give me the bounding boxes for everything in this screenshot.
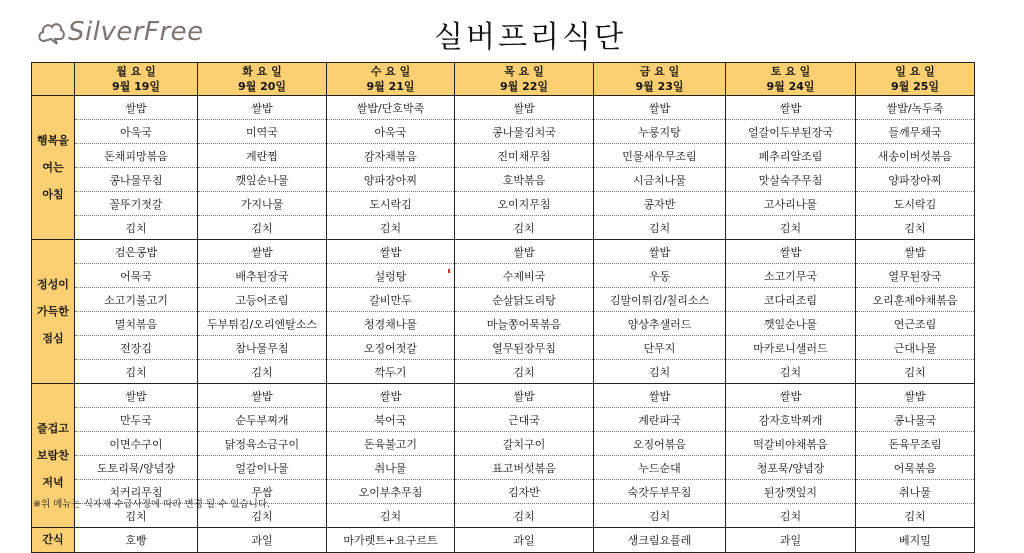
logo <box>36 12 204 52</box>
menu-item: 콩자반 <box>594 192 726 216</box>
day-date: 9월 23일 <box>635 80 684 93</box>
menu-item: 콩나물무침 <box>75 168 198 192</box>
meal-label <box>32 96 75 240</box>
day-name: 토 요 일 <box>770 65 811 78</box>
menu-item: 쌀밥 <box>726 384 856 408</box>
menu-item: 쌀밥 <box>198 240 327 264</box>
menu-item: 배추된장국 <box>198 264 327 288</box>
day-name: 수 요 일 <box>370 65 411 78</box>
menu-item: 쌀밥 <box>726 96 856 120</box>
menu-item: 우동 <box>594 264 726 288</box>
menu-item: 돈채피망볶음 <box>75 144 198 168</box>
menu-item: 김치 <box>726 216 856 240</box>
day-name: 화 요 일 <box>242 65 282 78</box>
menu-item: 깻잎순나물 <box>726 312 856 336</box>
table-row <box>32 264 975 288</box>
day-name: 목 요 일 <box>504 65 544 78</box>
menu-item: 김치 <box>594 360 726 384</box>
menu-item: 치커리무침 <box>75 480 198 504</box>
menu-table <box>31 62 975 553</box>
menu-item: 깍두기 <box>327 360 455 384</box>
menu-item: 얼갈이두부된장국 <box>726 120 856 144</box>
menu-item: 시금치나물 <box>594 168 726 192</box>
meal-label-line: 즐겁고 <box>37 422 69 435</box>
menu-item: 도토리묵/양념장 <box>75 456 198 480</box>
snack-item: 생크림요플레 <box>594 528 726 553</box>
menu-item: 취나물 <box>856 480 975 504</box>
menu-item: 청포묵/양념장 <box>726 456 856 480</box>
menu-item: 쌀밥 <box>198 384 327 408</box>
menu-item: 쌀밥 <box>198 96 327 120</box>
menu-item: 돈육무조림 <box>856 432 975 456</box>
meal-label-line: 가득한 <box>37 305 69 318</box>
menu-item: 김치 <box>455 360 594 384</box>
table-row <box>32 408 975 432</box>
menu-item: 김치 <box>856 504 975 528</box>
menu-item: 연근조림 <box>856 312 975 336</box>
footnote: ※위 메뉴는 식자재 수급사정에 따라 변경 될 수 있습니다. <box>33 499 271 510</box>
menu-item: 새송이버섯볶음 <box>856 144 975 168</box>
menu-item: 오리훈제야채볶음 <box>856 288 975 312</box>
menu-item: 김치 <box>75 504 198 528</box>
menu-item: 감자채볶음 <box>327 144 455 168</box>
menu-item: 소고기불고기 <box>75 288 198 312</box>
menu-item: 설렁탕 <box>327 264 455 288</box>
menu-item: 순살닭도리탕 <box>455 288 594 312</box>
menu-item: 쌀밥 <box>327 240 455 264</box>
menu-item: 참나물무침 <box>198 336 327 360</box>
meal-label-line: 아침 <box>42 188 64 201</box>
menu-item: 근대국 <box>455 408 594 432</box>
menu-item: 순두부찌개 <box>198 408 327 432</box>
day-date: 9월 20일 <box>237 80 287 93</box>
menu-item: 표고버섯볶음 <box>455 456 594 480</box>
table-row <box>32 144 975 168</box>
menu-item: 깻잎순나물 <box>198 168 327 192</box>
menu-item: 된장깻잎지 <box>726 480 856 504</box>
day-date: 9월 25일 <box>890 80 940 93</box>
menu-item: 콩나물국 <box>856 408 975 432</box>
menu-item: 쌀밥 <box>856 240 975 264</box>
menu-item: 북어국 <box>327 408 455 432</box>
day-header <box>455 63 594 96</box>
table-row <box>32 120 975 144</box>
menu-item: 쌀밥 <box>594 96 726 120</box>
snack-row <box>32 528 975 553</box>
meal-label-line: 저녁 <box>42 476 64 489</box>
menu-item: 청경채나물 <box>327 312 455 336</box>
table-row <box>32 168 975 192</box>
menu-item: 김치 <box>327 216 455 240</box>
menu-item: 양파장아찌 <box>327 168 455 192</box>
menu-item: 취나물 <box>327 456 455 480</box>
day-name: 월 요 일 <box>116 65 156 78</box>
table-row <box>32 456 975 480</box>
day-header <box>594 63 726 96</box>
menu-item: 민물새우무조림 <box>594 144 726 168</box>
menu-item: 누드순대 <box>594 456 726 480</box>
snack-item: 베지밀 <box>856 528 975 553</box>
day-header <box>726 63 856 96</box>
menu-item: 김치 <box>726 360 856 384</box>
menu-item: 쌀밥 <box>455 384 594 408</box>
menu-item: 쌀밥 <box>455 240 594 264</box>
menu-item: 무쌈 <box>198 480 327 504</box>
menu-item: 계란찜 <box>198 144 327 168</box>
menu-item: 김치 <box>198 360 327 384</box>
menu-item: 누룽지탕 <box>594 120 726 144</box>
cloud-logo-icon <box>36 17 66 47</box>
menu-item: 어묵볶음 <box>856 456 975 480</box>
table-row <box>32 336 975 360</box>
page-title: 실버프리식단 <box>434 20 626 55</box>
menu-item: 쌀밥 <box>75 384 198 408</box>
menu-item: 쌀밥/단호박죽 <box>327 96 455 120</box>
day-header <box>75 63 198 96</box>
meal-label-line: 정성이 <box>37 278 69 291</box>
day-name: 금 요 일 <box>639 65 680 78</box>
day-header-row <box>32 63 975 96</box>
snack-item: 호빵 <box>75 528 198 553</box>
menu-item: 김치 <box>455 504 594 528</box>
menu-item: 김치 <box>198 504 327 528</box>
menu-item: 김자반 <box>455 480 594 504</box>
menu-item: 쌀밥/녹두죽 <box>856 96 975 120</box>
menu-item: 호박볶음 <box>455 168 594 192</box>
red-mark <box>448 269 450 273</box>
table-row <box>32 192 975 216</box>
meal-label-line: 보람찬 <box>37 449 69 462</box>
table-row <box>32 360 975 384</box>
menu-item: 단무지 <box>594 336 726 360</box>
menu-item: 양상추샐러드 <box>594 312 726 336</box>
menu-item: 열무된장국 <box>856 264 975 288</box>
menu-item: 갈치구이 <box>455 432 594 456</box>
menu-item: 고사리나물 <box>726 192 856 216</box>
menu-item: 쌀밥 <box>594 240 726 264</box>
snack-item: 과일 <box>726 528 856 553</box>
menu-item: 계란파국 <box>594 408 726 432</box>
menu-item: 마늘쫑어묵볶음 <box>455 312 594 336</box>
menu-item: 갈비만두 <box>327 288 455 312</box>
corner-cell <box>32 63 75 96</box>
menu-item: 쌀밥 <box>594 384 726 408</box>
menu-item: 김치 <box>856 216 975 240</box>
menu-item: 고등어조림 <box>198 288 327 312</box>
menu-item: 김치 <box>726 504 856 528</box>
menu-item: 오징어볶음 <box>594 432 726 456</box>
menu-item: 쌀밥 <box>327 384 455 408</box>
menu-item: 감자호박찌개 <box>726 408 856 432</box>
snack-item: 마가렛트+요구르트 <box>327 528 455 553</box>
menu-item: 검은콩밥 <box>75 240 198 264</box>
day-date: 9월 21일 <box>366 80 415 93</box>
menu-item: 김치 <box>856 360 975 384</box>
day-date: 9월 22일 <box>499 80 549 93</box>
menu-item: 돈육불고기 <box>327 432 455 456</box>
menu-item: 아욱국 <box>75 120 198 144</box>
menu-item: 쌀밥 <box>856 384 975 408</box>
menu-item: 오이부추무침 <box>327 480 455 504</box>
menu-item: 김치 <box>594 504 726 528</box>
menu-item: 오이지무침 <box>455 192 594 216</box>
menu-item: 김치 <box>594 216 726 240</box>
menu-item: 소고기무국 <box>726 264 856 288</box>
menu-item: 김치 <box>75 216 198 240</box>
menu-item: 쌀밥 <box>455 96 594 120</box>
menu-item: 열무된장무침 <box>455 336 594 360</box>
menu-item: 미역국 <box>198 120 327 144</box>
table-row <box>32 432 975 456</box>
menu-item: 얼갈이나물 <box>198 456 327 480</box>
menu-item: 김치 <box>455 216 594 240</box>
menu-item: 들깨무채국 <box>856 120 975 144</box>
day-header <box>198 63 327 96</box>
meal-label-line: 행복을 <box>37 134 69 147</box>
snack-label: 간식 <box>32 528 75 553</box>
menu-item: 두부튀김/오리엔탈소스 <box>198 312 327 336</box>
menu-item: 김말이튀김/칠리소스 <box>594 288 726 312</box>
day-date: 9월 24일 <box>766 80 815 93</box>
menu-item: 가지나물 <box>198 192 327 216</box>
menu-item: 오징어젓갈 <box>327 336 455 360</box>
day-name: 일 요 일 <box>895 65 935 78</box>
table-row <box>32 288 975 312</box>
menu-item: 김치 <box>327 504 455 528</box>
menu-item: 만두국 <box>75 408 198 432</box>
menu-item: 어묵국 <box>75 264 198 288</box>
day-header <box>856 63 975 96</box>
menu-item: 도시락김 <box>856 192 975 216</box>
menu-item: 콩나물김치국 <box>455 120 594 144</box>
menu-item: 전장김 <box>75 336 198 360</box>
day-header <box>327 63 455 96</box>
menu-item: 이면수구이 <box>75 432 198 456</box>
snack-item: 과일 <box>455 528 594 553</box>
menu-item: 쌀밥 <box>726 240 856 264</box>
menu-item: 코다리조림 <box>726 288 856 312</box>
menu-item: 김치 <box>75 360 198 384</box>
meal-label <box>32 240 75 384</box>
menu-item: 아욱국 <box>327 120 455 144</box>
menu-item: 수제비국 <box>455 264 594 288</box>
menu-item: 진미채무침 <box>455 144 594 168</box>
menu-item: 근대나물 <box>856 336 975 360</box>
table-row <box>32 96 975 120</box>
menu-item: 닭정육소금구이 <box>198 432 327 456</box>
menu-item: 쌀밥 <box>75 96 198 120</box>
table-row <box>32 312 975 336</box>
menu-item: 페추리알조림 <box>726 144 856 168</box>
menu-item: 마카로니샐러드 <box>726 336 856 360</box>
table-row <box>32 384 975 408</box>
menu-item: 숙갓두부무침 <box>594 480 726 504</box>
menu-item: 맛살숙주무침 <box>726 168 856 192</box>
day-date: 9월 19일 <box>111 80 161 93</box>
menu-item: 꼴뚜기젓갈 <box>75 192 198 216</box>
snack-item: 과일 <box>198 528 327 553</box>
menu-item: 양파장아찌 <box>856 168 975 192</box>
logo-text: SilverFree <box>68 17 204 47</box>
menu-item: 떡갈비야채볶음 <box>726 432 856 456</box>
menu-item: 도시락김 <box>327 192 455 216</box>
menu-item: 멸치볶음 <box>75 312 198 336</box>
table-row <box>32 240 975 264</box>
meal-label-line: 점심 <box>42 332 64 345</box>
table-row <box>32 216 975 240</box>
meal-label-line: 여는 <box>42 161 64 174</box>
menu-item: 김치 <box>198 216 327 240</box>
